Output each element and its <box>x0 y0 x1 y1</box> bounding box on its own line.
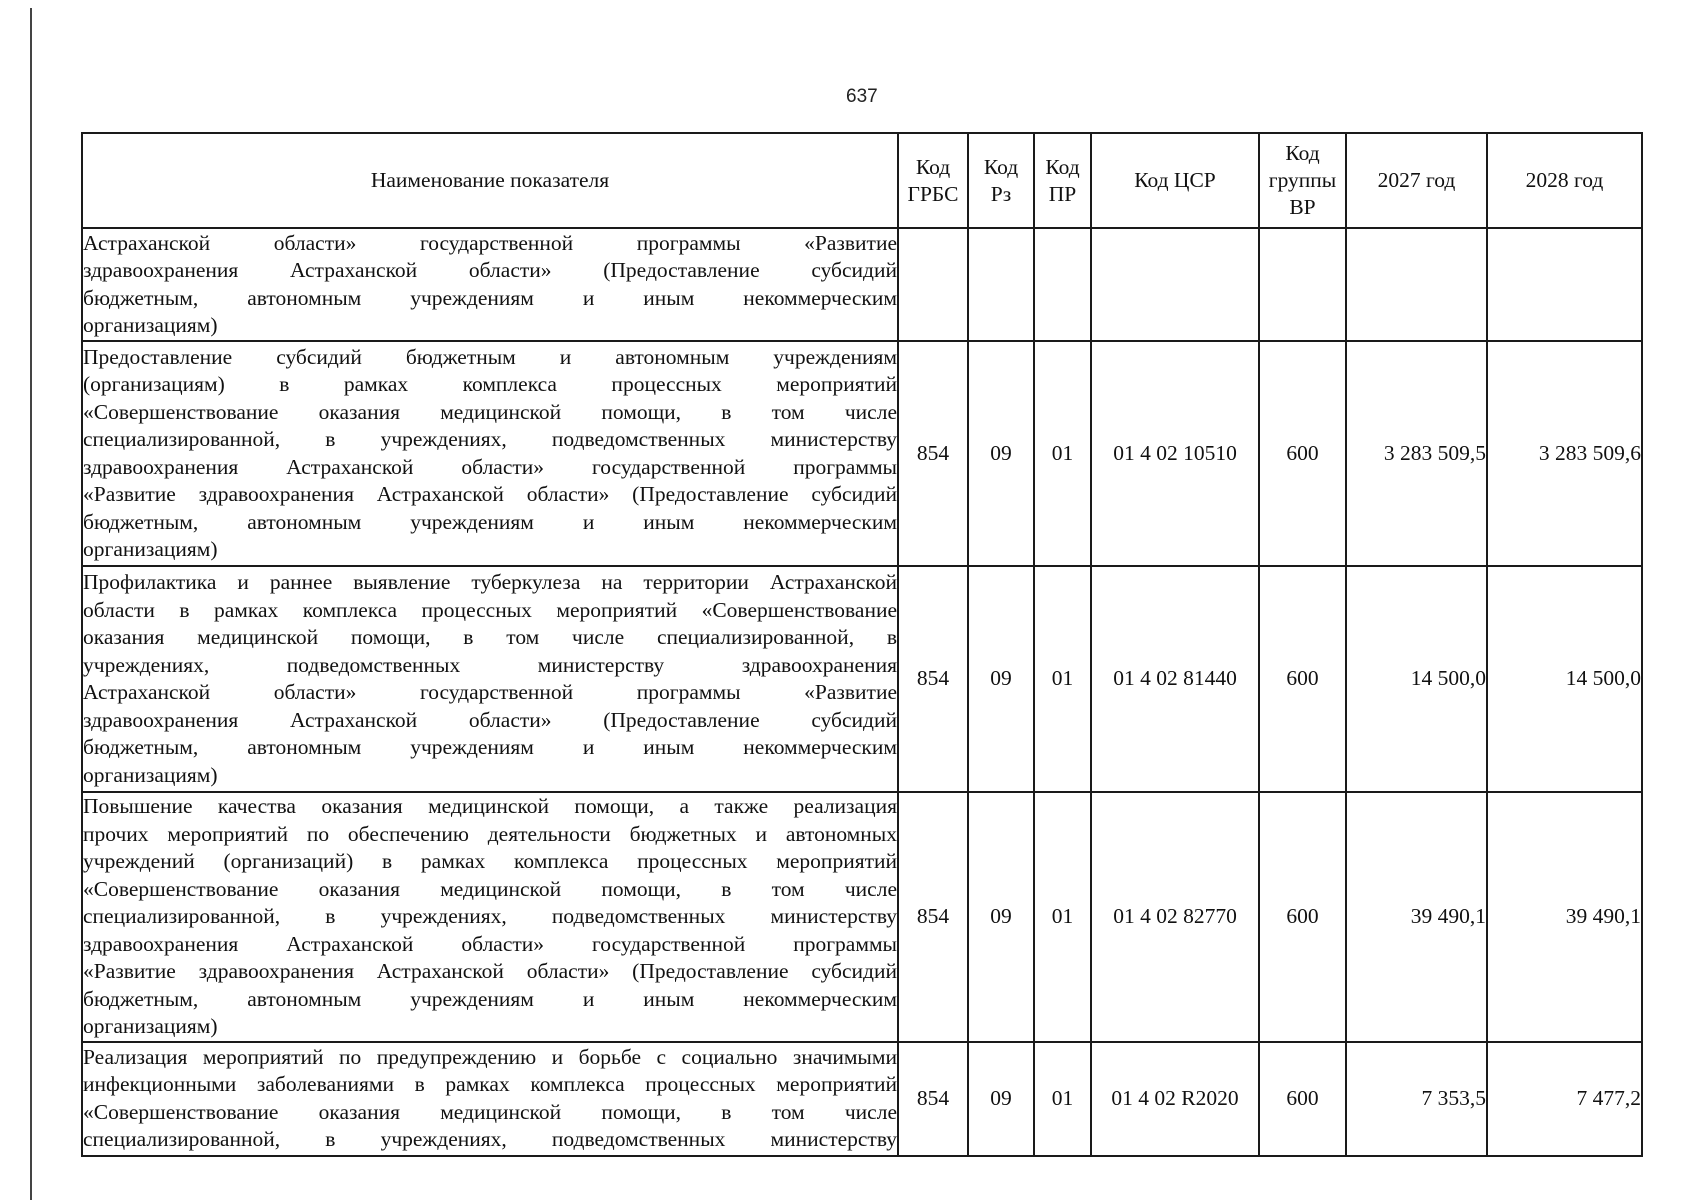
row-2027: 3 283 509,5 <box>1346 341 1487 566</box>
header-2028: 2028 год <box>1487 133 1642 228</box>
row-csr: 01 4 02 82770 <box>1091 792 1259 1042</box>
row-name: Астраханской области» государственной программы «Развитие здравоохранения Астраханской области» (Предоставление субсидий бюджетным, автономным учреждениям и иным некоммерческим организациям) <box>82 228 898 341</box>
header-2027: 2027 год <box>1346 133 1487 228</box>
row-pr: 01 <box>1034 341 1091 566</box>
row-2028: 14 500,0 <box>1487 566 1642 792</box>
header-grbs: Код ГРБС <box>898 133 968 228</box>
row-name: Профилактика и раннее выявление туберкулеза на территории Астраханской области в рамках комплекса процессных мероприятий «Совершенствование оказания медицинской помощи, в том числе специализированной, в учреждениях, подведомственных министерству здравоохранения Астраханской области» государственной программы «Развитие здравоохранения Астраханской области» (Предоставление субсидий бюджетным, автономным учреждениям и иным некоммерческим организациям) <box>82 566 898 792</box>
budget-table <box>81 132 1643 1157</box>
row-grbs: 854 <box>898 1042 968 1156</box>
row-name: Предоставление субсидий бюджетным и автономным учреждениям (организациям) в рамках комплекса процессных мероприятий «Совершенствование оказания медицинской помощи, в том числе специализированной, в учреждениях, подведомственных министерству здравоохранения Астраханской области» государственной программы «Развитие здравоохранения Астраханской области» (Предоставление субсидий бюджетным, автономным учреждениям и иным некоммерческим организациям) <box>82 341 898 566</box>
header-rz: Код Рз <box>968 133 1034 228</box>
row-vr <box>1259 228 1346 341</box>
row-2028: 39 490,1 <box>1487 792 1642 1042</box>
row-pr: 01 <box>1034 566 1091 792</box>
row-rz: 09 <box>968 1042 1034 1156</box>
row-vr: 600 <box>1259 566 1346 792</box>
table-header-row <box>82 133 1642 228</box>
header-name: Наименование показателя <box>82 133 898 228</box>
row-grbs: 854 <box>898 341 968 566</box>
row-2027 <box>1346 228 1487 341</box>
row-name: Реализация мероприятий по предупреждению и борьбе с социально значимыми инфекционными заболеваниями в рамках комплекса процессных мероприятий «Совершенствование оказания медицинской помощи, в том числе специализированной, в учреждениях, подведомственных министерству <box>82 1042 898 1156</box>
row-pr <box>1034 228 1091 341</box>
header-vr: Код группы ВР <box>1259 133 1346 228</box>
row-2028: 7 477,2 <box>1487 1042 1642 1156</box>
page-number: 637 <box>846 86 878 107</box>
header-csr: Код ЦСР <box>1091 133 1259 228</box>
row-grbs: 854 <box>898 566 968 792</box>
row-2028 <box>1487 228 1642 341</box>
row-rz <box>968 228 1034 341</box>
row-2027: 39 490,1 <box>1346 792 1487 1042</box>
row-vr: 600 <box>1259 792 1346 1042</box>
scan-margin-line <box>30 8 32 1200</box>
row-rz: 09 <box>968 566 1034 792</box>
row-csr: 01 4 02 10510 <box>1091 341 1259 566</box>
table-row <box>82 341 1642 566</box>
row-grbs <box>898 228 968 341</box>
table-row <box>82 792 1642 1042</box>
table-row <box>82 566 1642 792</box>
row-vr: 600 <box>1259 1042 1346 1156</box>
row-grbs: 854 <box>898 792 968 1042</box>
row-csr: 01 4 02 R2020 <box>1091 1042 1259 1156</box>
row-rz: 09 <box>968 341 1034 566</box>
table-row <box>82 1042 1642 1156</box>
header-pr: Код ПР <box>1034 133 1091 228</box>
row-2027: 14 500,0 <box>1346 566 1487 792</box>
row-pr: 01 <box>1034 1042 1091 1156</box>
row-vr: 600 <box>1259 341 1346 566</box>
table-row <box>82 228 1642 341</box>
row-rz: 09 <box>968 792 1034 1042</box>
row-csr: 01 4 02 81440 <box>1091 566 1259 792</box>
row-name: Повышение качества оказания медицинской помощи, а также реализация прочих мероприятий по обеспечению деятельности бюджетных и автономных учреждений (организаций) в рамках комплекса процессных мероприятий «Совершенствование оказания медицинской помощи, в том числе специализированной, в учреждениях, подведомственных министерству здравоохранения Астраханской области» государственной программы «Развитие здравоохранения Астраханской области» (Предоставление субсидий бюджетным, автономным учреждениям и иным некоммерческим организациям) <box>82 792 898 1042</box>
row-2027: 7 353,5 <box>1346 1042 1487 1156</box>
row-2028: 3 283 509,6 <box>1487 341 1642 566</box>
row-pr: 01 <box>1034 792 1091 1042</box>
row-csr <box>1091 228 1259 341</box>
